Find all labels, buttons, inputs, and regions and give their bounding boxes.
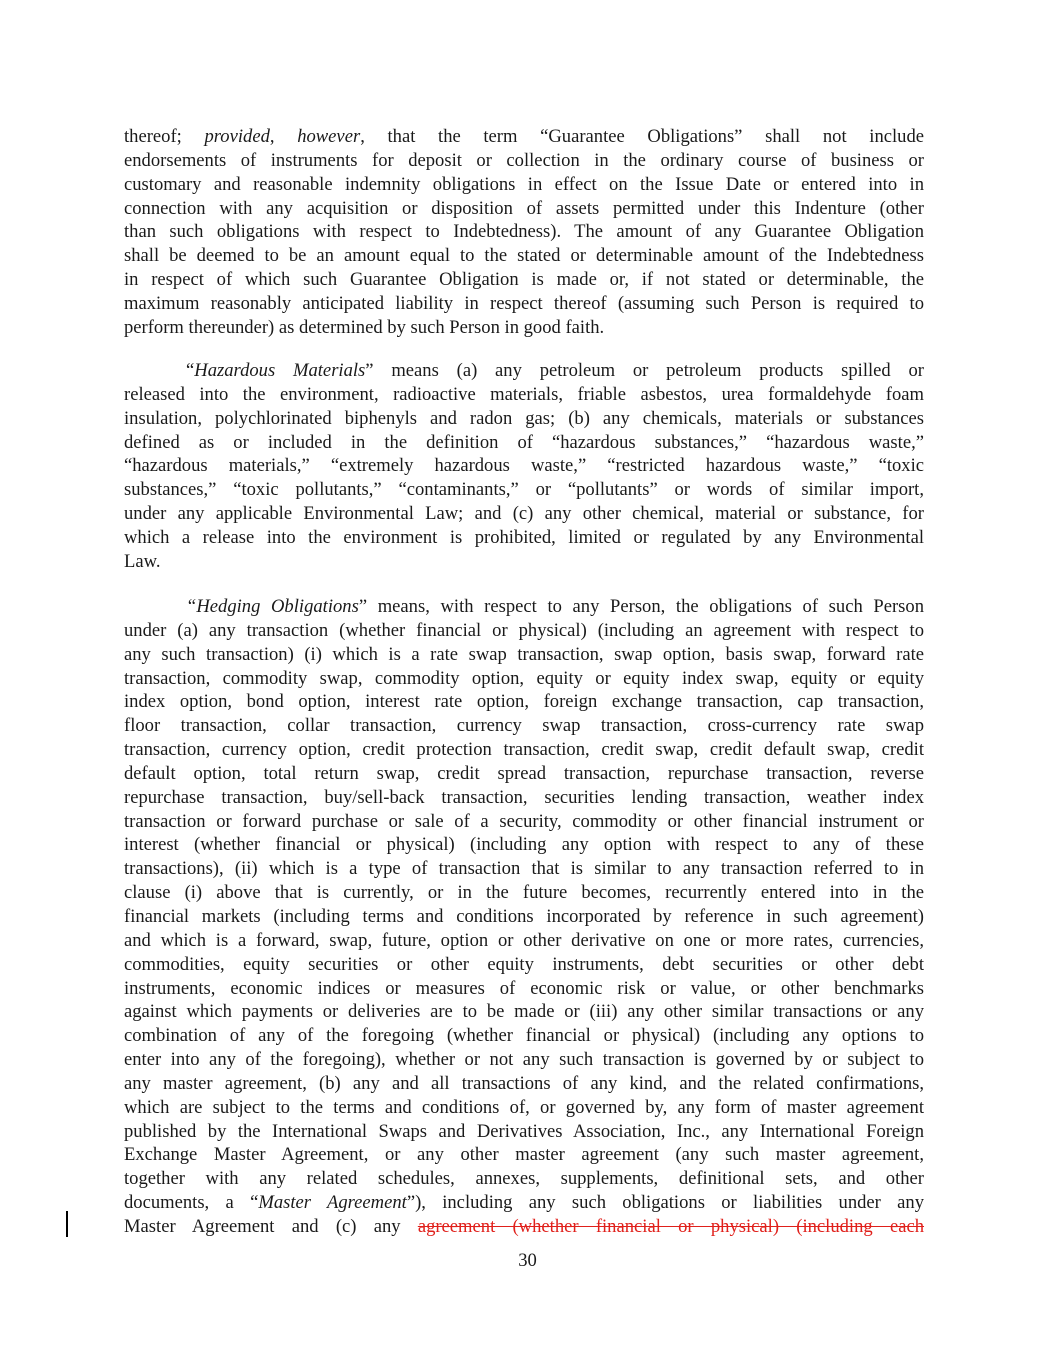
italic-text: however [297, 126, 361, 147]
text-line: Law. [124, 550, 161, 572]
defined-term: Hazardous Materials [194, 360, 366, 381]
text-line: which are subject to the terms and conditions of, or governed by, any form of master agreement [124, 1096, 924, 1118]
text-line: any such transaction) (i) which is a rate swap transaction, swap option, basis swap, forward rate [124, 643, 924, 665]
text-line: transaction, commodity swap, commodity option, equity or equity index swap, equity or equity [124, 667, 924, 689]
text-line: and which is a forward, swap, future, option or other derivative on one or more rates, currencies, [124, 929, 924, 951]
text-line: Exchange Master Agreement, or any other master agreement (any such master agreement, [124, 1144, 924, 1166]
text-line: connection with any acquisition or disposition of assets permitted under this Indenture (other [124, 197, 924, 219]
page-number: 30 [518, 1250, 537, 1271]
text-line: shall be deemed to be an amount equal to the stated or determinable amount of the Indebtedness [124, 245, 924, 267]
italic-text: provided [204, 126, 270, 147]
text-line: instruments, economic indices or measures of economic risk or value, or other benchmarks [124, 977, 924, 999]
text-line: under any applicable Environmental Law; and (c) any other chemical, material or substance, for [124, 503, 924, 525]
text-line: published by the International Swaps and Derivatives Association, Inc., any International Foreign [124, 1120, 924, 1142]
defined-term: Master Agreement [258, 1192, 407, 1214]
text-line: “hazardous materials,” “extremely hazardous waste,” “restricted hazardous waste,” “toxic [124, 455, 924, 477]
text-line: perform thereunder) as determined by such Person in good faith. [124, 316, 605, 338]
text-line: insulation, polychlorinated biphenyls and radon gas; (b) any chemicals, materials or substances [124, 407, 924, 429]
text-line: repurchase transaction, buy/sell-back transaction, securities lending transaction, weather index [124, 786, 924, 808]
text-line: maximum reasonably anticipated liability in respect thereof (assuming such Person is required to [124, 292, 924, 314]
text-line: customary and reasonable indemnity obligations in effect on the Issue Date or entered into in [124, 173, 924, 195]
text-line: interest (whether financial or physical) (including any option with respect to any of these [124, 834, 924, 856]
paragraph-guarantee-obligations-tail [124, 125, 924, 340]
text-line: transactions), (ii) which is a type of transaction that is similar to any transaction referred to in [124, 858, 924, 880]
revision-change-bar [66, 1211, 68, 1237]
text-line: default option, total return swap, credit spread transaction, repurchase transaction, reverse [124, 762, 924, 784]
text-line: enter into any of the foregoing), whether or not any such transaction is governed by or subject to [124, 1049, 924, 1071]
text-line: floor transaction, collar transaction, currency swap transaction, cross-currency rate swap [124, 715, 924, 737]
text-line: Master Agreement and (c) any agreement (whether financial or physical) (including each [124, 1215, 925, 1237]
text-line: thereof; provided, however, that the term “Guarantee Obligations” shall not include [124, 126, 925, 147]
text-line: any master agreement, (b) any and all transactions of any kind, and the related confirmations, [124, 1072, 924, 1094]
defined-term: “Hedging Obligations [186, 596, 359, 617]
text-line: in respect of which such Guarantee Obligation is made or, if not stated or determinable, the [124, 269, 924, 291]
text-line: endorsements of instruments for deposit or collection in the ordinary course of business or [124, 149, 924, 171]
text-line: which a release into the environment is prohibited, limited or regulated by any Environmental [124, 526, 924, 548]
text-line: against which payments or deliveries are to be made or (iii) any other similar transactions or any [124, 1001, 924, 1023]
text-line: transaction, currency option, credit protection transaction, credit swap, credit default swap, credit [124, 739, 924, 761]
text-line: clause (i) above that is currently, or in the future becomes, recurrently entered into in the [124, 882, 924, 904]
text-line: together with any related schedules, annexes, supplements, definitional sets, and other [124, 1168, 924, 1190]
text-line: than such obligations with respect to Indebtedness). The amount of any Guarantee Obligation [124, 221, 924, 243]
text-line: defined as or included in the definition of “hazardous substances,” “hazardous waste,” [124, 431, 924, 453]
text-line: under (a) any transaction (whether financial or physical) (including an agreement with respect to [124, 619, 924, 641]
tracked-deletion: agreement (whether financial or physical) (including each [417, 1215, 925, 1237]
text-line: documents, a “Master Agreement”), including any such obligations or liabilities under any [124, 1192, 925, 1214]
text-line: index option, bond option, interest rate option, foreign exchange transaction, cap transaction, [124, 691, 924, 713]
text-line: substances,” “toxic pollutants,” “contaminants,” or “pollutants” or words of similar import, [124, 479, 924, 501]
text-line: combination of any of the foregoing (whether financial or physical) (including any options to [124, 1025, 924, 1047]
text-line: commodities, equity securities or other equity instruments, debt securities or other debt [124, 953, 924, 975]
text-line: transaction or forward purchase or sale of a security, commodity or other financial instrument or [124, 810, 924, 832]
paragraph-hedging-obligations [124, 595, 924, 1239]
text-line: released into the environment, radioactive materials, friable asbestos, urea formaldehyde foam [124, 383, 924, 405]
paragraph-hazardous-materials [124, 359, 924, 574]
text-line: “Hazardous Materials” means (a) any petroleum or petroleum products spilled or [186, 360, 924, 381]
text-line: financial markets (including terms and conditions incorporated by reference in such agreement) [124, 905, 924, 927]
text-line: “Hedging Obligations” means, with respect to any Person, the obligations of such Person [186, 596, 924, 617]
